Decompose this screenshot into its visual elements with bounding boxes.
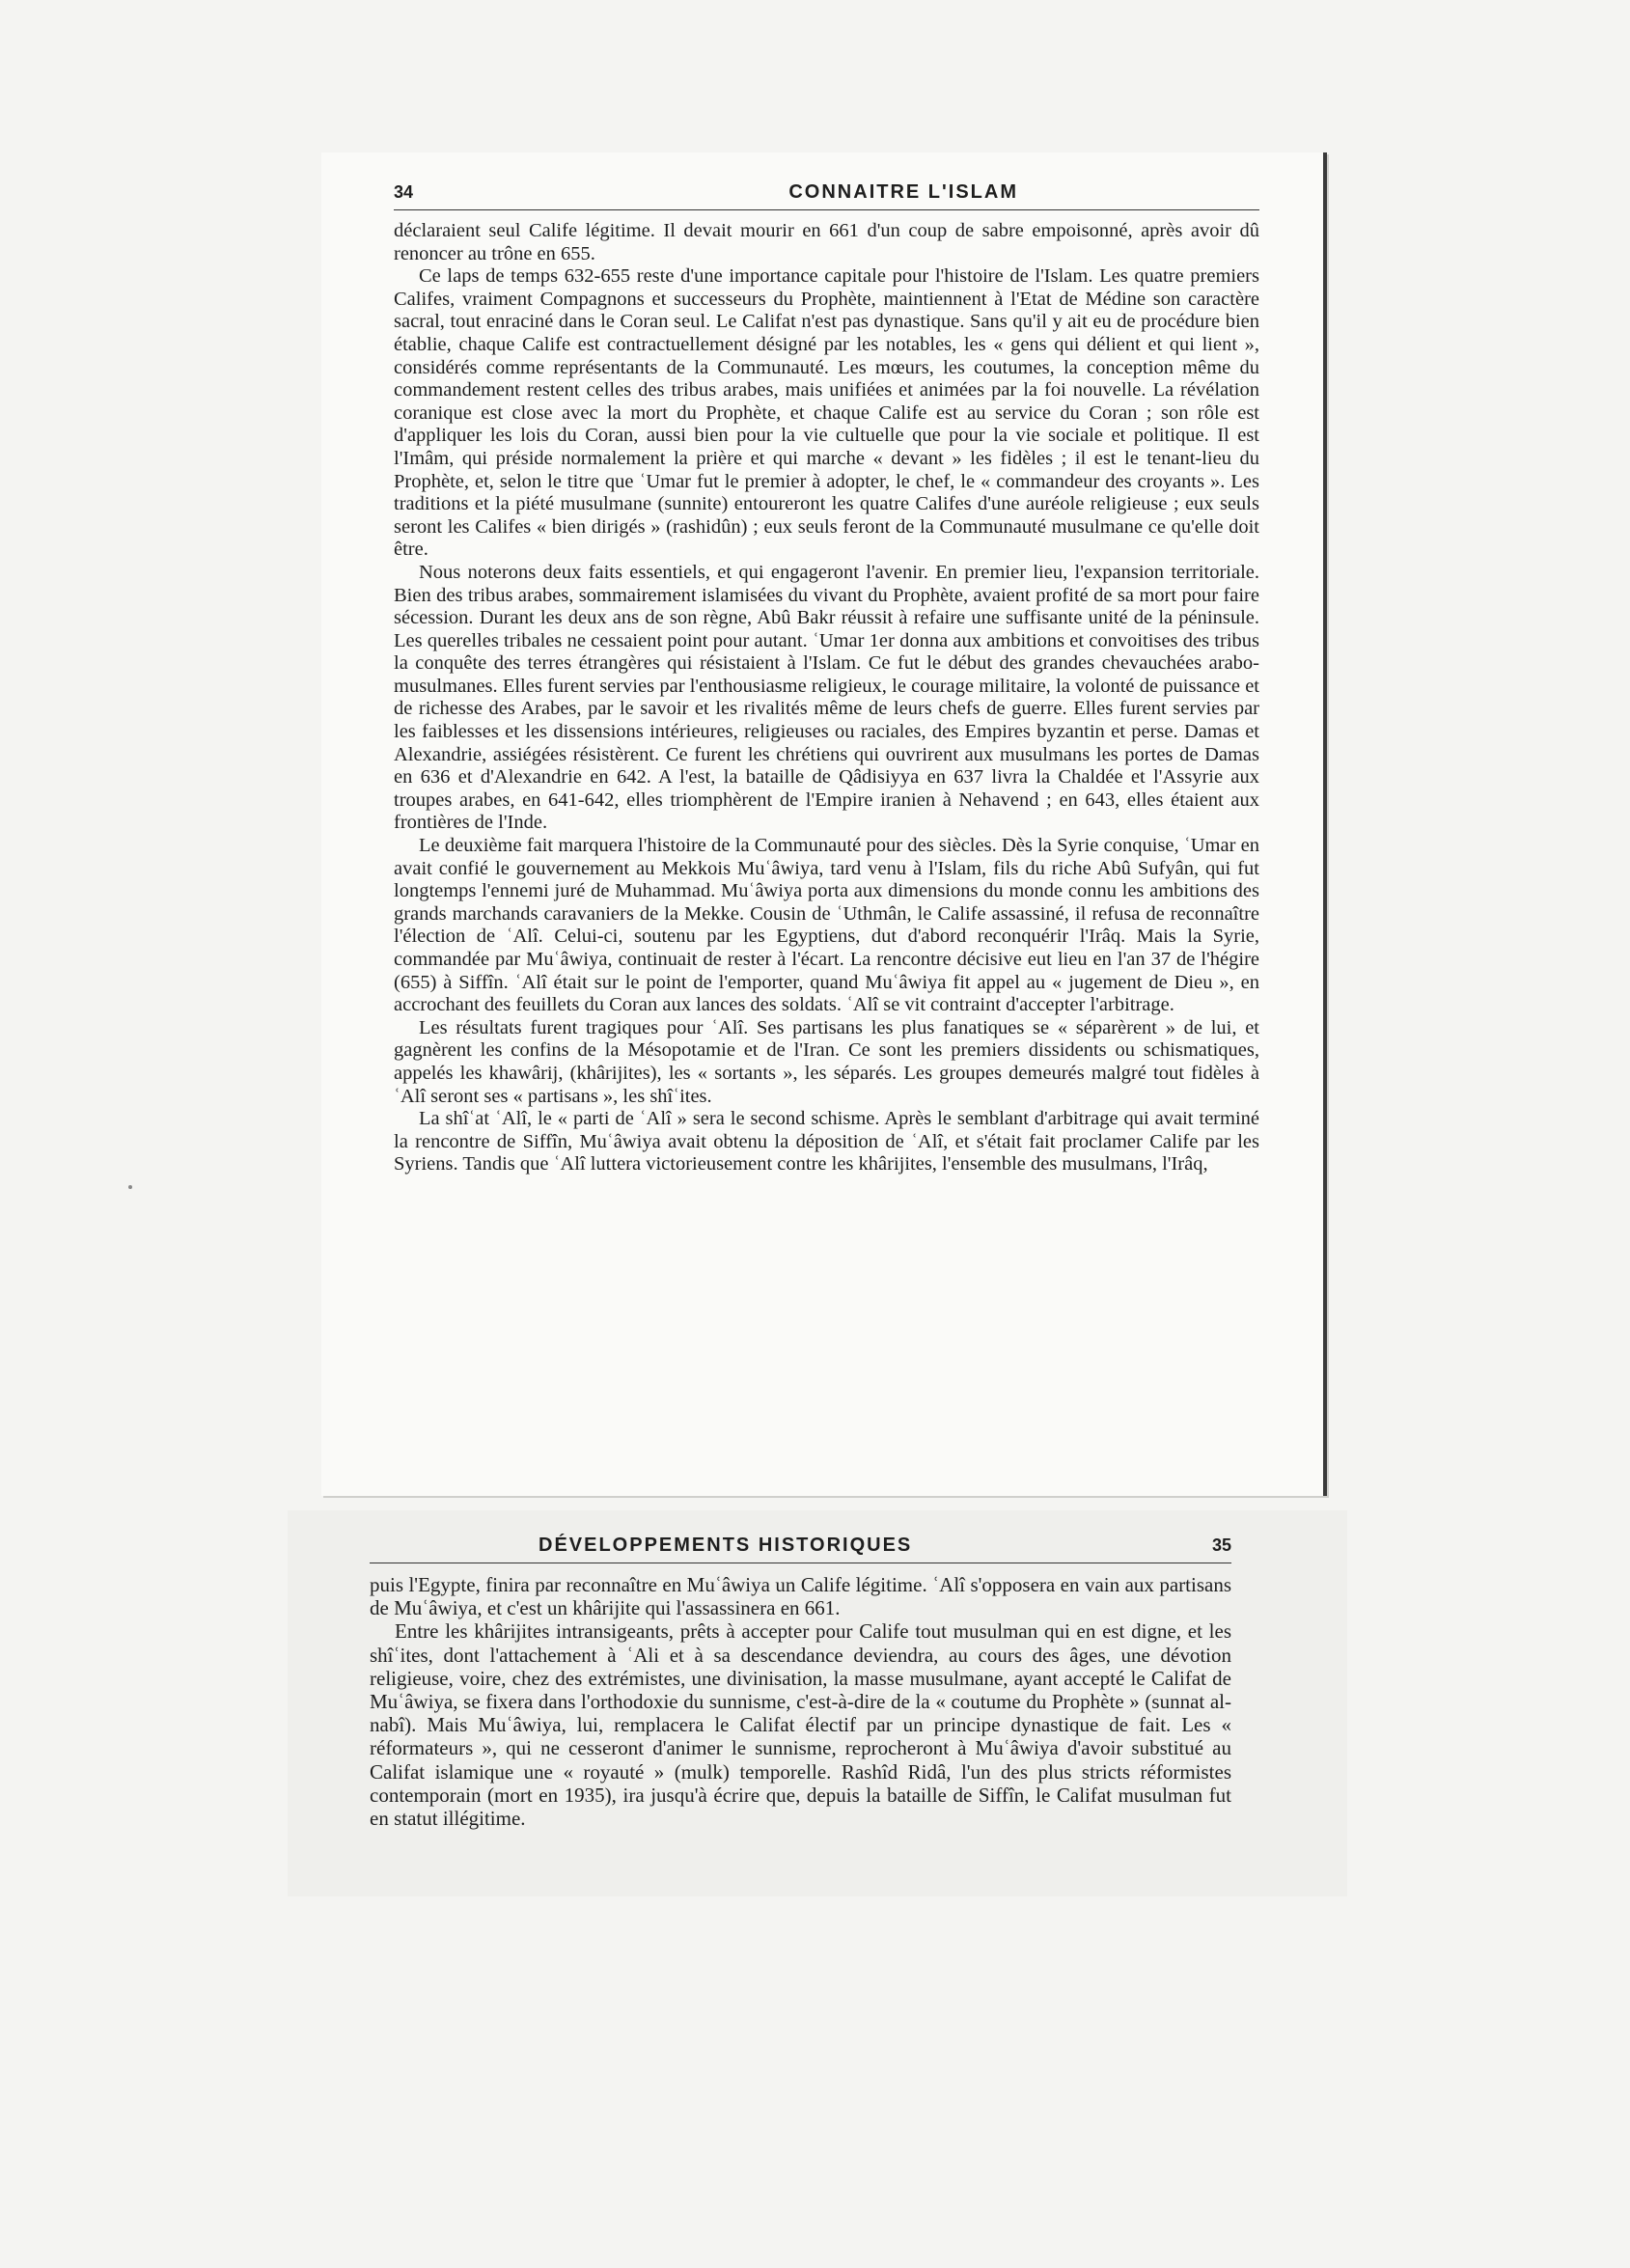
running-head-title: CONNAITRE L'ISLAM: [788, 181, 1018, 203]
running-head-page-34: [394, 181, 1259, 210]
paragraph: La shîʿat ʿAlî, le « parti de ʿAlî » sera le second schisme. Après le semblant d'arbitrage qui avait terminé la rencontre de Siffîn, Muʿâwiya avait obtenu la déposition de ʿAlî, et s'était fait proclamer Calife par les Syriens. Tandis que ʿAlî luttera victorieusement contre les khârijites, l'ensemble des musulmans, l'Irâq,: [394, 1108, 1259, 1175]
page-34-body: [394, 220, 1259, 1176]
paragraph: puis l'Egypte, finira par reconnaître en Muʿâwiya un Calife légitime. ʿAlî s'opposera en vain aux partisans de Muʿâwiya, et c'est un khârijite qui l'assassinera en 661.: [370, 1573, 1231, 1620]
paragraph: Entre les khârijites intransigeants, prêts à accepter pour Calife tout musulman qui en est digne, et les shîʿites, dont l'attachement à ʿAli et à sa descendance deviendra, au cours des âges, une dévotion religieuse, voire, chez des extrémistes, une divinisation, la masse musulmane, ayant accepté le Califat de Muʿâwiya, se fixera dans l'orthodoxie du sunnisme, c'est-à-dire de la « coutume du Prophète » (sunnat al-nabî). Mais Muʿâwiya, lui, remplacera le Califat électif par un principe dynastique de fait. Les « réformateurs », qui ne cesseront d'animer le sunnisme, reprocheront à Muʿâwiya d'avoir substitué au Califat islamique une « royauté » (mulk) temporelle. Rashîd Ridâ, l'un des plus stricts réformistes contemporain (mort en 1935), ira jusqu'à écrire que, depuis la bataille de Siffîn, le Califat musulman fut en statut illégitime.: [370, 1619, 1231, 1831]
paragraph: Le deuxième fait marquera l'histoire de la Communauté pour des siècles. Dès la Syrie conquise, ʿUmar en avait confié le gouvernement au Mekkois Muʿâwiya, tard venu à l'Islam, fils du riche Abû Sufyân, qui fut longtemps l'ennemi juré de Muhammad. Muʿâwiya porta aux dimensions du monde connu les ambitions des grands marchands caravaniers de la Mekke. Cousin de ʿUthmân, le Calife assassiné, il refusa de reconnaître l'élection de ʿAlî. Celui-ci, soutenu par les Egyptiens, dut d'abord reconquérir l'Irâq. Mais la Syrie, commandée par Muʿâwiya, continuait de rester à l'écart. La rencontre décisive eut lieu en l'an 37 de l'hégire (655) à Siffîn. ʿAlî était sur le point de l'emporter, quand Muʿâwiya fit appel au « jugement de Dieu », en accrochant des feuillets du Coran aux lances des soldats. ʿAlî se vit contraint d'accepter l'arbitrage.: [394, 835, 1259, 1016]
page-34-clipping: [321, 152, 1327, 1496]
paragraph: Les résultats furent tragiques pour ʿAlî. Ses partisans les plus fanatiques se « séparèrent » de lui, et gagnèrent les confins de la Mésopotamie et de l'Iran. Ce sont les premiers dissidents ou schismatiques, appelés les khawârij, (khârijites), les « sortants », les séparés. Les groupes demeurés malgré tout fidèles à ʿAlî seront ses « partisans », les shîʿites.: [394, 1016, 1259, 1107]
running-head-page-35: [370, 1535, 1231, 1563]
paragraph: Nous noterons deux faits essentiels, et qui engageront l'avenir. En premier lieu, l'expansion territoriale. Bien des tribus arabes, sommairement islamisées du vivant du Prophète, avaient profité de sa mort pour faire sécession. Durant les deux ans de son règne, Abû Bakr réussit à refaire une suffisante unité de la péninsule. Les querelles tribales ne cessaient point pour autant. ʿUmar 1er donna aux ambitions et convoitises des tribus la conquête des terres étrangères qui résistaient à l'Islam. Ce fut le début des grandes chevauchées arabo-musulmanes. Elles furent servies par l'enthousiasme religieux, le courage militaire, la volonté de puissance et de richesse des Arabes, par le savoir et les rivalités même de leurs chefs de guerre. Elles furent servies par les faiblesses et les dissensions intérieures, religieuses ou raciales, des Empires byzantin et perse. Damas et Alexandrie, assiégées résistèrent. Ce furent les chrétiens qui ouvrirent aux musulmans les portes de Damas en 636 et d'Alexandrie en 642. A l'est, la bataille de Qâdisiyya en 637 livra la Chaldée et l'Assyrie aux troupes arabes, en 641-642, elles triomphèrent de l'Empire iranien à Nehavend ; en 643, elles étaient aux frontières de l'Inde.: [394, 561, 1259, 834]
page-number: 34: [394, 182, 414, 202]
paragraph: déclaraient seul Calife légitime. Il devait mourir en 661 d'un coup de sabre empoisonné, après avoir dû renoncer au trône en 655.: [394, 220, 1259, 264]
running-head-title: DÉVELOPPEMENTS HISTORIQUES: [539, 1535, 913, 1556]
scan-speck: [128, 1185, 132, 1189]
page-number: 35: [1211, 1535, 1231, 1555]
page-35-body: [370, 1573, 1231, 1830]
paragraph: Ce laps de temps 632-655 reste d'une importance capitale pour l'histoire de l'Islam. Les quatre premiers Califes, vraiment Compagnons et successeurs du Prophète, maintiennent à l'Etat de Médine son caractère sacral, tout enraciné dans le Coran seul. Le Califat n'est pas dynastique. Sans qu'il y ait eu de procédure bien établie, chaque Calife est contractuellement désigné par les notables, les « gens qui délient et qui lient », considérés comme représentants de la Communauté. Les mœurs, les coutumes, la conception même du commandement restent celles des tribus arabes, mais unifiées et animées par la foi nouvelle. La révélation coranique est close avec la mort du Prophète, et chaque Calife est au service du Coran ; son rôle est d'appliquer les lois du Coran, aussi bien pour la vie cultuelle que pour la vie sociale et politique. Il est l'Imâm, qui préside normalement la prière et qui marche « devant » les fidèles ; il est le tenant-lieu du Prophète, et, selon le titre que ʿUmar fut le premier à adopter, le chef, le « commandeur des croyants ». Les traditions et la piété musulmane (sunnite) entoureront les quatre Califes d'une auréole religieuse ; eux seuls seront les Califes « bien dirigés » (rashidûn) ; eux seuls feront de la Communauté musulmane ce qu'elle doit être.: [394, 265, 1259, 561]
page-35-clipping: [288, 1510, 1347, 1896]
